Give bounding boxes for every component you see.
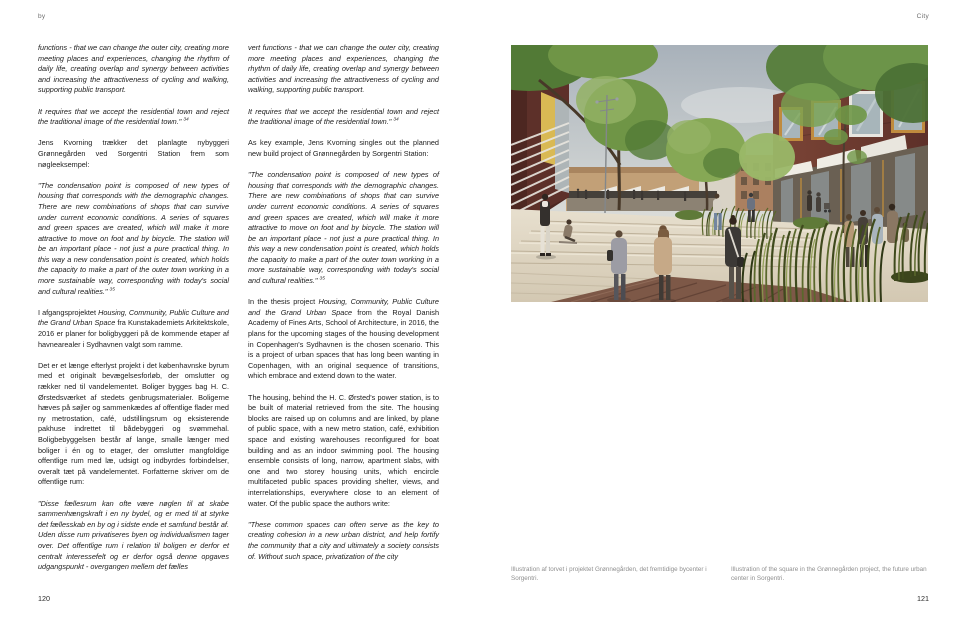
caption-danish: Illustration af torvet i projektet Grønnegården, det fremtidige bycenter i Sorgentri. [511,566,707,583]
paragraph: It requires that we accept the residential town and reject the traditional image of the residential town." $^{34}$ [248,106,439,127]
paragraph: As key example, Jens Kvorning singles out the planned new build project of Grønnegården by Sorgentri Station: [248,138,439,158]
paragraph: The housing, behind the H. C. Ørsted's power station, is to be built of material retrieved from the site. The housing blocks are raised up on columns and are linked, by plane of public space, with a new metro station, café, exhibition space and existing warehouses reconfigured for boat building and as an indoor swimming pool. The housing ensemble consists of long, narrow, apartment slabs, with one and two storey housing units, which encircle multifaceted public spaces providing shelter, views, and interrelationships, everywhere close to an element of water. Of the public space the authors write: [248,392,439,508]
text-column-danish [38,43,229,583]
paragraph: Det er et længe efterlyst projekt i det københavnske byrum med et originalt bevægelsesforløb, der omslutter og rækker ned til vandelementet. Boliger bygges bag H. C. Ørstedsværket af stedets genbrugsmaterialer. Boligerne hæves på søjler og sammenkædes af offentlige flader med ny metrostation, café, udstillingsrum og eksisterende pakhuse indrettet til bådebyggeri og svømmehal. Boligbebyggelsen består af lange, smalle længer med boliger i én og to etager, der omslutter mangfoldige offentlige rum med læ, udsigt og indbyrdes forbindelser, overalt tæt på vandelementet. Forfatterne skriver om de offentlige rum: [38,360,229,487]
paragraph: functions - that we can change the outer city, creating more meeting places and experiences, changing the rhythm of daily life, creating overlap and synergy between activities and increasing the attractiveness of cycling and walking, supporting public transport. [38,43,229,95]
text-column-english [248,43,439,573]
paragraph: I afgangsprojektet Housing, Community, Public Culture and the Grand Urban Space fra Kunstakademiets Arkitektskole, 2016 er planer for boligbyggeri på de kommende etaper af havnearealer i Sydhavnen valgt som ramme. [38,307,229,349]
paragraph: "Disse fællesrum kan ofte være nøglen til at skabe sammenhængskraft i en ny bydel, og er med til at styrke det fællesskab en by og i sidste ende et samfund består af. Uden disse rum privatiseres byen og individualismen tager over. Det offentlige rum i relation til boligen er derfor et centralt interessefelt og er derfor også denne opgaves udgangspunkt - overgangen mellem det fælles [38,498,229,572]
paragraph: "The condensation point is composed of new types of housing that corresponds with the demographic changes. There are new combinations of shops that can survive under current economic conditions. A series of squares and green spaces are created, which will make it more attractive to move on foot and by bicycle. The station will be an important place - not just a pure practical thing. In this way a new condensation point is created, which holds the capacity to make a part of the outer town working in a more sustainable way, corresponding with today's social and cultural realities." $^{35}$ [38,180,229,296]
paragraph: In the thesis project Housing, Community, Public Culture and the Grand Urban Space from the Royal Danish Academy of Fines Arts, School of Architecture, in 2016, the plans for the upcoming stages of the housing development in Copenhagen's Sydhavnen is the chosen scenario. This is a project of urban spaces that has long been wanting in Copenhagen, with an original sequence of transitions, which embrace and extend down to the water. [248,297,439,381]
paragraph: Jens Kvorning trækker det planlagte nybyggeri Grønnegården ved Sorgentri Station frem som nøgleeksempel: [38,138,229,169]
architectural-rendering [511,45,928,302]
paragraph: vert functions - that we can change the outer city, creating more meeting places and experiences, changing the rhythm of daily life, creating overlap and synergy between activities and increasing the attractiveness of cycling and walking, supporting public transport. [248,43,439,95]
running-header-left: by [38,13,46,20]
paragraph: "These common spaces can often serve as the key to creating cohesion in a new urban district, and help fortify the community that a city and ultimately a society consists of. Without such space, privatization of the city [248,519,439,561]
rendering-svg [511,45,928,302]
paragraph: It requires that we accept the residential town and reject the traditional image of the residential town." $^{34}$ [38,106,229,127]
page-number-left: 120 [38,594,50,603]
paragraph: "The condensation point is composed of new types of housing that corresponds with the demographic changes. There are new combinations of shops that can survive under current economic conditions. A series of squares and green spaces are created, which will make it more attractive to move on foot and by bicycle. The station will be an important place - not just a pure practical thing. In this way a new condensation point is created, which holds the capacity to make a part of the outer town working in a more sustainable way, corresponding with today's social and cultural realities." $^{35}$ [248,170,439,286]
page-number-right: 121 [917,594,929,603]
caption-english: Illustration of the square in the Grønnegården project, the future urban center in Sorgentri. [731,566,927,583]
running-header-right: City [916,13,929,20]
